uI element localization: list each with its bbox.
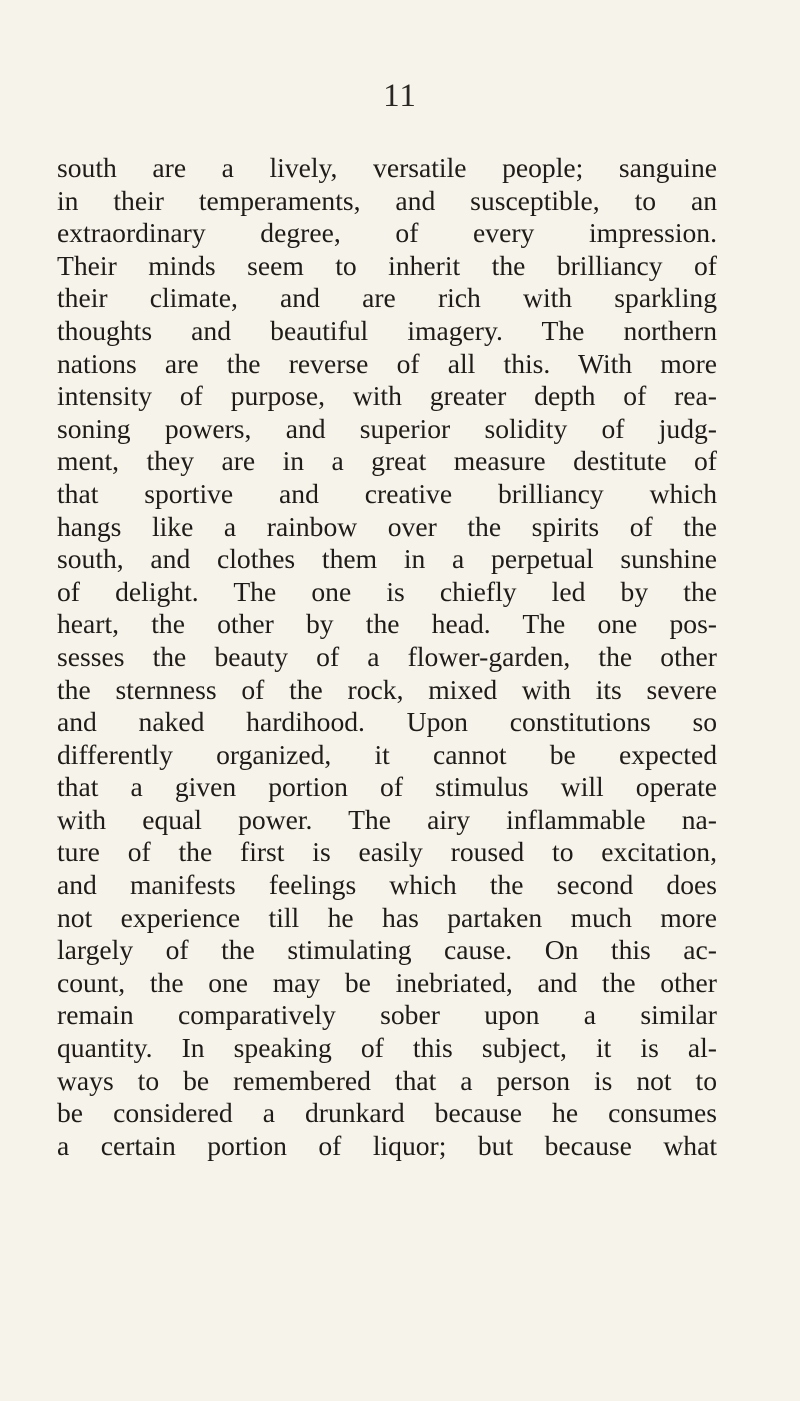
text-line: south are a lively, versatile people; sanguine — [57, 152, 717, 183]
text-line: ment, they are in a great measure destitute of — [57, 445, 717, 477]
text-line: count, the one may be inebriated, and the other — [57, 966, 717, 998]
text-line: south, and clothes them in a perpetual sunshine — [57, 543, 717, 575]
text-line: hangs like a rainbow over the spirits of the — [57, 510, 717, 542]
text-line: with equal power. The airy inflammable na- — [57, 803, 717, 835]
text-line: thoughts and beautiful imagery. The northern — [57, 314, 717, 346]
text-line: not experience till he has partaken much more — [57, 901, 717, 933]
text-line: and naked hardihood. Upon constitutions so — [57, 706, 717, 738]
text-line: intensity of purpose, with greater depth of rea- — [57, 380, 717, 412]
text-line: extraordinary degree, of every impression. — [57, 217, 717, 249]
text-line: largely of the stimulating cause. On this ac- — [57, 934, 717, 966]
text-line: and manifests feelings which the second does — [57, 869, 717, 901]
text-line: their climate, and are rich with sparkling — [57, 282, 717, 314]
text-line: the sternness of the rock, mixed with its severe — [57, 673, 717, 705]
text-line: soning powers, and superior solidity of judg- — [57, 412, 717, 444]
text-line: heart, the other by the head. The one pos- — [57, 608, 717, 640]
text-line: quantity. In speaking of this subject, it is al- — [57, 1032, 717, 1064]
text-line: remain comparatively sober upon a similar — [57, 999, 717, 1031]
text-line: a certain portion of liquor; but because what — [57, 1129, 717, 1161]
text-line: nations are the reverse of all this. With more — [57, 347, 717, 379]
text-line: ways to be remembered that a person is not to — [57, 1064, 717, 1096]
text-line: that sportive and creative brilliancy which — [57, 477, 717, 509]
text-line: of delight. The one is chiefly led by the — [57, 575, 717, 607]
body-text — [57, 152, 717, 1162]
text-line: Their minds seem to inherit the brilliancy of — [57, 249, 717, 281]
page-number: 11 — [383, 78, 417, 114]
text-line: in their temperaments, and susceptible, to an — [57, 184, 717, 216]
text-line: be considered a drunkard because he consumes — [57, 1097, 717, 1129]
text-line: that a given portion of stimulus will operate — [57, 771, 717, 803]
text-line: sesses the beauty of a flower-garden, the other — [57, 640, 717, 672]
text-line: differently organized, it cannot be expected — [57, 738, 717, 770]
text-line: ture of the first is easily roused to excitation, — [57, 836, 717, 868]
